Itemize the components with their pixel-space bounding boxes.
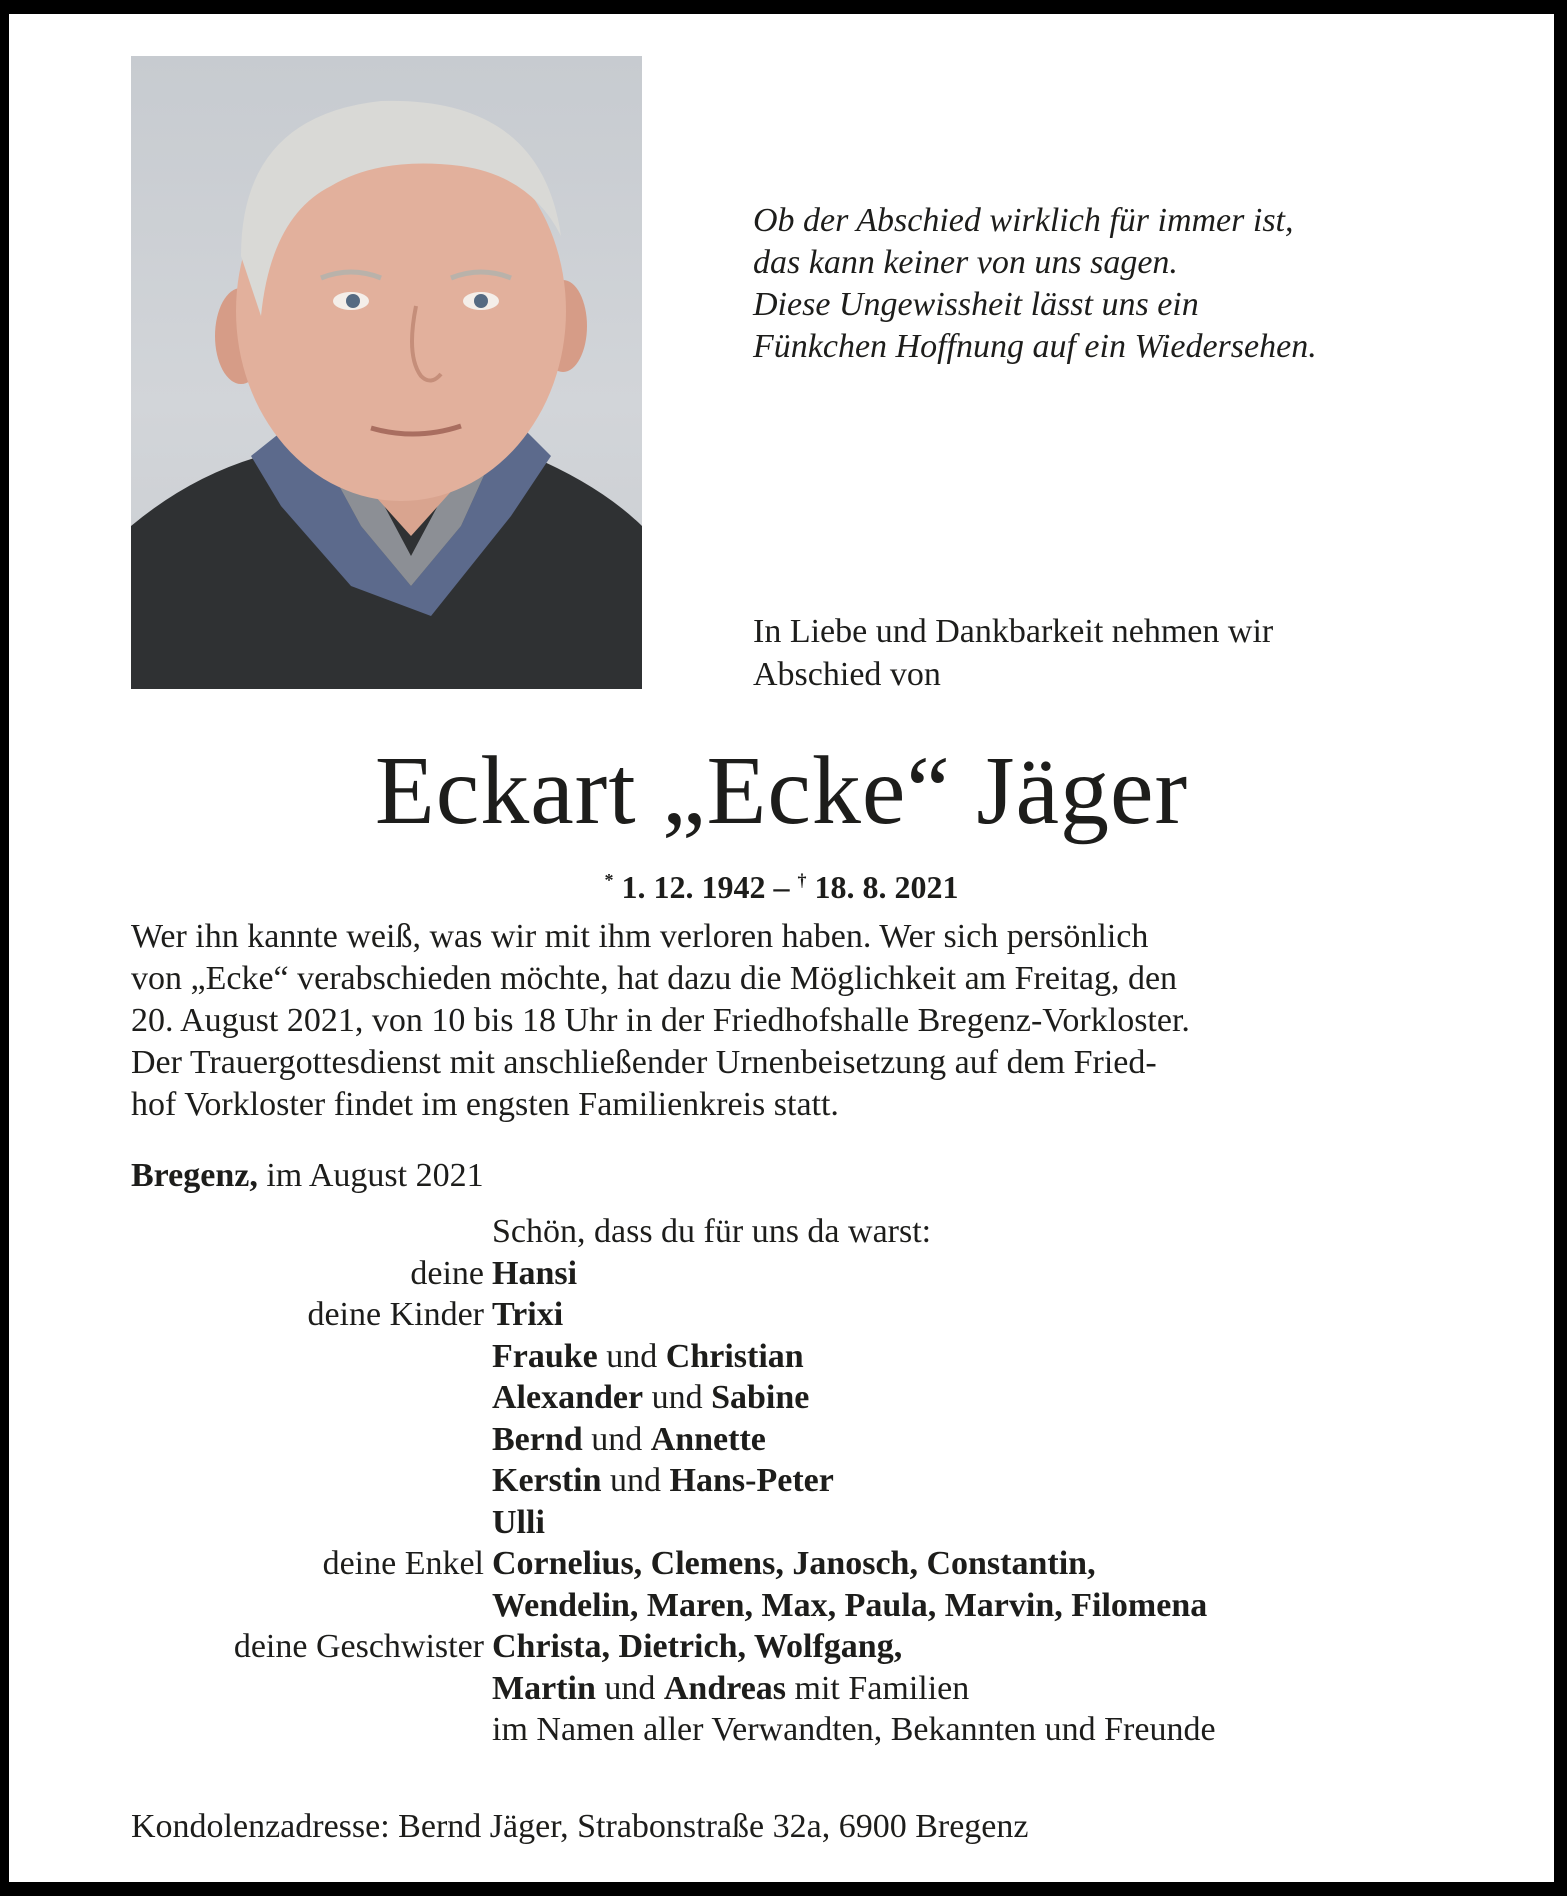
mourner-row: [9, 1253, 1554, 1295]
mourner-role: deine Geschwister: [233, 1628, 484, 1665]
verse-line: Ob der Abschied wirklich für immer ist,: [753, 202, 1294, 239]
verse-line: Fünkchen Hoffnung auf ein Wiedersehen.: [753, 328, 1317, 365]
mourner-name-part: und: [597, 1337, 666, 1375]
memorial-verse: [753, 200, 1473, 368]
mourner-name-part: mit Familien: [786, 1669, 970, 1707]
body-line: Der Trauergottesdienst mit anschließender Urnenbeisetzung auf dem Fried-: [131, 1044, 1157, 1081]
life-dates: [9, 860, 1554, 907]
mourner-names: [492, 1294, 563, 1336]
mourner-row: [9, 1585, 1554, 1627]
mourner-names: [492, 1626, 902, 1668]
mourner-name-part: und: [582, 1420, 651, 1458]
mourner-name-part: Sabine: [711, 1379, 810, 1416]
birth-date: 1. 12. 1942 –: [621, 869, 790, 905]
mourner-role: deine Enkel: [322, 1545, 484, 1582]
death-symbol: †: [797, 870, 807, 890]
verse-line: Diese Ungewissheit lässt uns ein: [753, 286, 1199, 323]
mourner-name-part: und: [643, 1379, 712, 1416]
mourner-name-part: und: [595, 1669, 664, 1707]
body-line: Wer ihn kannte weiß, was wir mit ihm verloren haben. Wer sich persönlich: [131, 918, 1149, 955]
mourner-names: [492, 1460, 834, 1502]
death-date: 18. 8. 2021: [814, 869, 959, 905]
mourner-names: [492, 1502, 545, 1544]
mourner-names: [492, 1543, 1096, 1585]
mourner-name-part: Hansi: [492, 1254, 578, 1292]
mourner-name-part: im Namen aller Verwandten, Bekannten und Freunde: [492, 1711, 1216, 1748]
mourner-name-part: Christa, Dietrich, Wolfgang,: [492, 1628, 903, 1665]
birth-symbol: *: [604, 870, 614, 890]
thanks-row: [9, 1211, 1554, 1253]
farewell-intro: [753, 610, 1453, 696]
mourner-name-part: Trixi: [492, 1296, 564, 1333]
mourner-name-part: Annette: [650, 1420, 766, 1458]
mourner-name-part: Alexander: [492, 1379, 644, 1416]
mourner-name-part: Bernd: [492, 1420, 583, 1458]
mourner-name-part: Martin: [492, 1669, 596, 1707]
mourner-row: [9, 1626, 1554, 1668]
place-date: [131, 1155, 484, 1197]
mourner-names: [492, 1253, 577, 1295]
mourner-name-part: Christian: [665, 1337, 804, 1375]
condolence-address: Kondolenzadresse: Bernd Jäger, Strabonstraße 32a, 6900 Bregenz: [131, 1808, 1029, 1845]
portrait-illustration: [131, 56, 642, 689]
mourner-name-part: Kerstin: [492, 1462, 602, 1499]
mourner-row: [9, 1543, 1554, 1585]
mourner-names: [492, 1668, 969, 1710]
mourner-row: [9, 1502, 1554, 1544]
portrait-photo: [131, 56, 642, 689]
mourner-names: [492, 1585, 1207, 1627]
mourner-row: [9, 1377, 1554, 1419]
announcement-text: [131, 916, 1431, 1126]
mourner-name-part: Cornelius, Clemens, Janosch, Constantin,: [492, 1545, 1096, 1582]
mourner-name-part: Wendelin, Maren, Max, Paula, Marvin, Filomena: [492, 1586, 1208, 1624]
body-line: 20. August 2021, von 10 bis 18 Uhr in der Friedhofshalle Bregenz-Vorkloster.: [131, 1002, 1190, 1039]
mourner-name-part: Ulli: [492, 1503, 545, 1541]
thanks-line: Schön, dass du für uns da warst:: [492, 1213, 932, 1250]
mourner-role: deine: [410, 1254, 484, 1292]
intro-line: In Liebe und Dankbarkeit nehmen wir: [753, 613, 1274, 650]
mourner-row: [9, 1668, 1554, 1710]
mourner-name-part: Hans-Peter: [669, 1462, 834, 1499]
deceased-name: Eckart „Ecke“ Jäger: [374, 737, 1189, 845]
body-line: hof Vorkloster findet im engsten Familienkreis statt.: [131, 1086, 839, 1123]
mourner-names: [492, 1377, 809, 1419]
mourner-names: [492, 1336, 804, 1378]
obituary-page: [9, 14, 1554, 1882]
verse-line: das kann keiner von uns sagen.: [753, 244, 1178, 281]
mourner-names: [492, 1709, 1216, 1751]
mourner-row: [9, 1336, 1554, 1378]
mourner-row: [9, 1460, 1554, 1502]
mourner-name-part: Andreas: [663, 1669, 787, 1707]
mourner-name-part: und: [601, 1462, 670, 1499]
mourner-row: [9, 1294, 1554, 1336]
mourners-list: [9, 1211, 1554, 1751]
place-month: im August 2021: [257, 1157, 484, 1194]
intro-line: Abschied von: [753, 656, 941, 693]
mourner-names: [492, 1419, 766, 1461]
mourner-row: [9, 1709, 1554, 1751]
mourner-role: deine Kinder: [307, 1296, 484, 1333]
place-city: Bregenz,: [131, 1157, 258, 1194]
mourner-row: [9, 1419, 1554, 1461]
mourner-name-part: Frauke: [492, 1337, 598, 1375]
body-line: von „Ecke“ verabschieden möchte, hat dazu die Möglichkeit am Freitag, den: [131, 960, 1178, 997]
